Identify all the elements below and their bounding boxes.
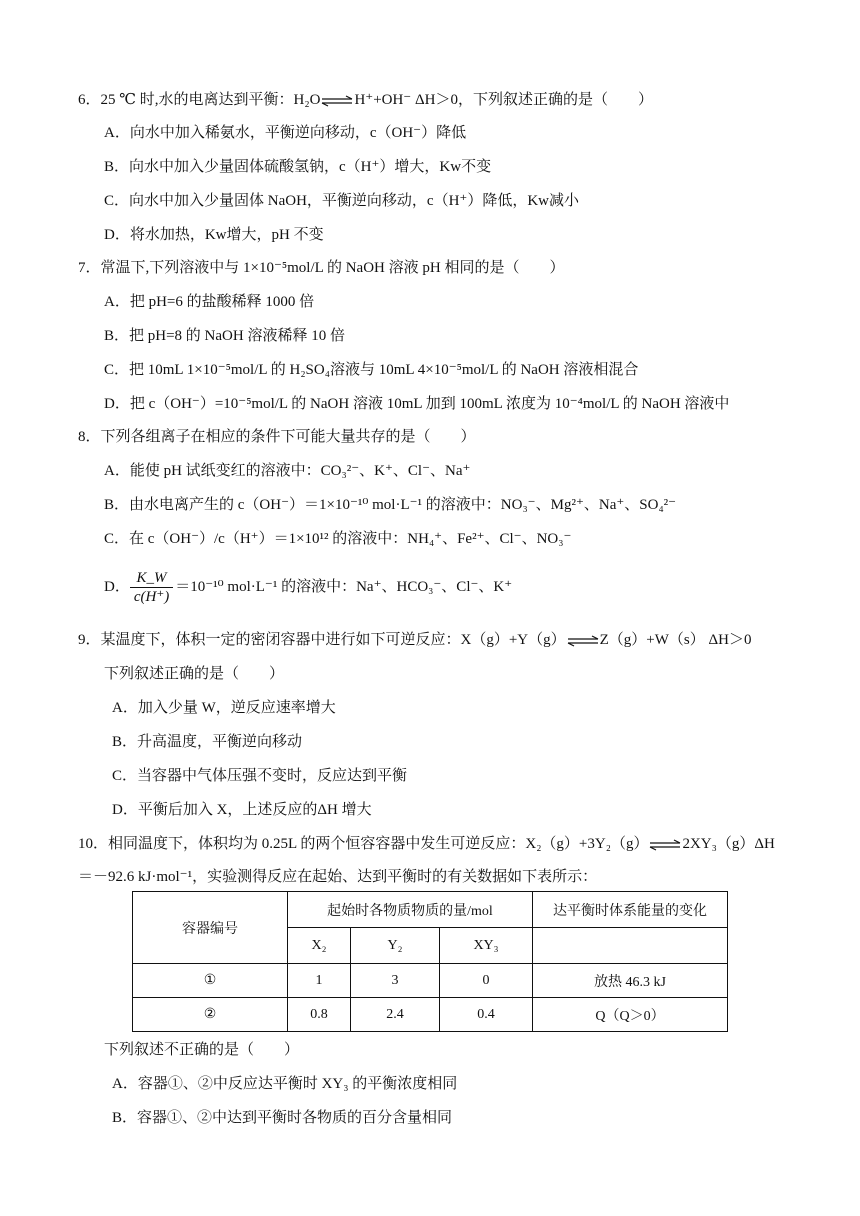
table-subheader-xy3: XY₃ <box>440 928 533 964</box>
q8-option-d <box>104 566 512 608</box>
equilibrium-arrow-icon <box>320 95 354 107</box>
table-cell-id: ② <box>133 998 288 1032</box>
q8-option-d-label: D． <box>104 579 130 595</box>
table-cell-xy3: 0 <box>440 964 533 998</box>
q9-option-a: A．加入少量 W，逆反应速率增大 <box>112 700 336 716</box>
table-subheader-empty <box>533 928 728 964</box>
q6-stem-part1: 6．25 ℃ 时,水的电离达到平衡：H₂O <box>78 92 321 108</box>
q9-stem-part1: 9．某温度下，体积一定的密闭容器中进行如下可逆反应：X（g）+Y（g） <box>78 632 566 648</box>
q8-option-b: B．由水电离产生的 c（OH⁻）＝1×10⁻¹⁰ mol·L⁻¹ 的溶液中：NO₃⁻、Mg²⁺、Na⁺、SO₄²⁻ <box>104 497 677 513</box>
table-cell-id: ① <box>133 964 288 998</box>
q6-stem-part2: H⁺+OH⁻ ΔH＞0，下列叙述正确的是（ ） <box>354 92 653 108</box>
q10-stem-line3: 下列叙述不正确的是（ ） <box>104 1042 300 1058</box>
q8-stem: 8．下列各组离子在相应的条件下可能大量共存的是（ ） <box>78 429 476 445</box>
equilibrium-arrow-icon <box>648 839 682 851</box>
q6-option-a: A．向水中加入稀氨水，平衡逆向移动，c（OH⁻）降低 <box>104 125 467 141</box>
table-cell-energy: 放热 46.3 kJ <box>533 964 728 998</box>
data-table <box>132 891 728 1032</box>
q9-option-b: B．升高温度，平衡逆向移动 <box>112 734 303 750</box>
table-cell-y2: 2.4 <box>351 998 440 1032</box>
table-cell-energy: Q（Q＞0） <box>533 998 728 1032</box>
q7-option-b: B．把 pH=8 的 NaOH 溶液稀释 10 倍 <box>104 328 345 344</box>
q6-option-b: B．向水中加入少量固体硫酸氢钠，c（H⁺）增大，Kw不变 <box>104 159 492 175</box>
q6-option-c: C．向水中加入少量固体 NaOH，平衡逆向移动，c（H⁺）降低，Kw减小 <box>104 193 579 209</box>
table-header-start: 起始时各物质物质的量/mol <box>288 892 533 928</box>
q7-option-a: A．把 pH=6 的盐酸稀释 1000 倍 <box>104 294 315 310</box>
q8-option-d-rest: ＝10⁻¹⁰ mol·L⁻¹ 的溶液中：Na⁺、HCO₃⁻、Cl⁻、K⁺ <box>175 579 513 595</box>
table-subheader-x2: X₂ <box>288 928 351 964</box>
q10-stem <box>78 834 775 854</box>
q9-option-d: D．平衡后加入 X，上述反应的ΔH 增大 <box>112 802 372 818</box>
table-cell-x2: 0.8 <box>288 998 351 1032</box>
q9-stem-line2: 下列叙述正确的是（ ） <box>104 666 285 682</box>
fraction-kw-over-ch <box>130 569 173 606</box>
q7-option-c: C．把 10mL 1×10⁻⁵mol/L 的 H₂SO₄溶液与 10mL 4×10⁻⁵mol/L 的 NaOH 溶液相混合 <box>104 362 639 378</box>
table-cell-xy3: 0.4 <box>440 998 533 1032</box>
fraction-denominator: c(H⁺) <box>133 589 170 606</box>
q6-stem <box>78 90 653 110</box>
q10-option-b: B．容器①、②中达到平衡时各物质的百分含量相同 <box>112 1110 453 1126</box>
equilibrium-arrow-icon <box>566 635 600 647</box>
q8-option-a: A．能使 pH 试纸变红的溶液中：CO₃²⁻、K⁺、Cl⁻、Na⁺ <box>104 463 471 479</box>
table-row <box>133 964 728 998</box>
table-cell-y2: 3 <box>351 964 440 998</box>
q6-option-d: D．将水加热，Kw增大，pH 不变 <box>104 227 324 243</box>
q9-option-c: C．当容器中气体压强不变时，反应达到平衡 <box>112 768 408 784</box>
q10-stem-line2: ＝－92.6 kJ·mol⁻¹，实验测得反应在起始、达到平衡时的有关数据如下表所示： <box>78 869 598 885</box>
q7-option-d: D．把 c（OH⁻）=10⁻⁵mol/L 的 NaOH 溶液 10mL 加到 100mL 浓度为 10⁻⁴mol/L 的 NaOH 溶液中 <box>104 396 730 412</box>
q10-stem-part1: 10．相同温度下，体积均为 0.25L 的两个恒容容器中发生可逆反应：X₂（g）+3Y₂（g） <box>78 836 649 852</box>
table-header-id: 容器编号 <box>133 892 288 964</box>
table-subheader-y2: Y₂ <box>351 928 440 964</box>
table-cell-x2: 1 <box>288 964 351 998</box>
table-row <box>133 998 728 1032</box>
q9-stem <box>78 630 752 650</box>
table-header-energy: 达平衡时体系能量的变化 <box>533 892 728 928</box>
q10-option-a: A．容器①、②中反应达平衡时 XY₃ 的平衡浓度相同 <box>112 1076 458 1092</box>
q8-option-c: C．在 c（OH⁻）/c（H⁺）＝1×10¹² 的溶液中：NH₄⁺、Fe²⁺、Cl⁻、NO₃⁻ <box>104 531 572 547</box>
fraction-numerator: K_W <box>130 569 173 588</box>
q7-stem: 7．常温下,下列溶液中与 1×10⁻⁵mol/L 的 NaOH 溶液 pH 相同的是（ ） <box>78 260 565 276</box>
q9-stem-part2: Z（g）+W（s） ΔH＞0 <box>599 632 752 648</box>
q10-stem-part2: 2XY₃（g）ΔH <box>682 836 775 852</box>
